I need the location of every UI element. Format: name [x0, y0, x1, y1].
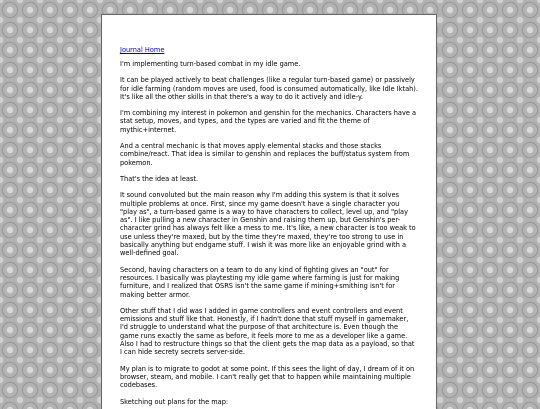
paragraph-9: My plan is to migrate to godot at some point. If this sees the light of day, I dream of it on browser, steam, and mobile. I can't really get that to happen while maintaining multiple codebases. — [120, 364, 415, 390]
paragraph-4: And a central mechanic is that moves apply elemental stacks and those stacks combine/react. That idea is similar to genshin and replaces the buff/status system from pokemon. — [120, 142, 410, 167]
journal-home-link[interactable]: Journal Home — [120, 46, 165, 54]
paragraph-8: Other stuff that I did was I added in game controllers and event controllers and event emissions and stuff like that. Honestly, if I hadn't done that stuff myself in gamemaker, I'd struggle to understand what the purpose of that architecture is. Even though the game runs exactly the same as before, it feels more to me as a developer like a game. Also I had to restructure things so that the client gets the map data as a payload, so that I can hide secrety secrets server-side. — [120, 306, 415, 357]
paragraph-6: It sound convoluted but the main reason why I'm adding this system is that it solves multiple problems at once. First, since my game doesn't have a single character you "play as", a turn-based game is a way to have characters to collect, level up, and "play as". I like pulling a new character in Genshin and raising them up, but Genshin's per-character grind has always felt like a mess to me. It's like, a new character is too weak to use unless they're maxed, but by the time they're maxed, they're too strong to use in basically anything but endgame stuff. I wish it was more like an enjoyable grind with a well-defined goal. — [120, 191, 416, 258]
paragraph-10: Sketching out plans for the map: — [120, 397, 229, 406]
paragraph-1: I'm implementing turn-based combat in my idle game. — [120, 60, 301, 68]
journal-page — [101, 14, 437, 409]
paragraph-5: That's the idea at least. — [120, 174, 199, 183]
paragraph-2: It can be played actively to beat challenges (like a regular turn-based game) or passively for idle farming (random moves are used, food is consumed automatically, like Idle Iktah). It's like all the other skills in that there's a way to do it actively and idle-y. — [120, 76, 418, 101]
paragraph-7: Second, having characters on a team to do any kind of fighting gives an "out" for resources. I basically was playtesting my idle game where farming is just for making furniture, and I realized that OSRS isn't the same game if mining+smithing isn't for making better armor. — [120, 265, 400, 299]
paragraph-3: I'm combining my interest in pokemon and genshin for the mechanics. Characters have a stat setup, moves, and types, and the types are varied and fit the theme of mythic+internet. — [120, 109, 417, 134]
